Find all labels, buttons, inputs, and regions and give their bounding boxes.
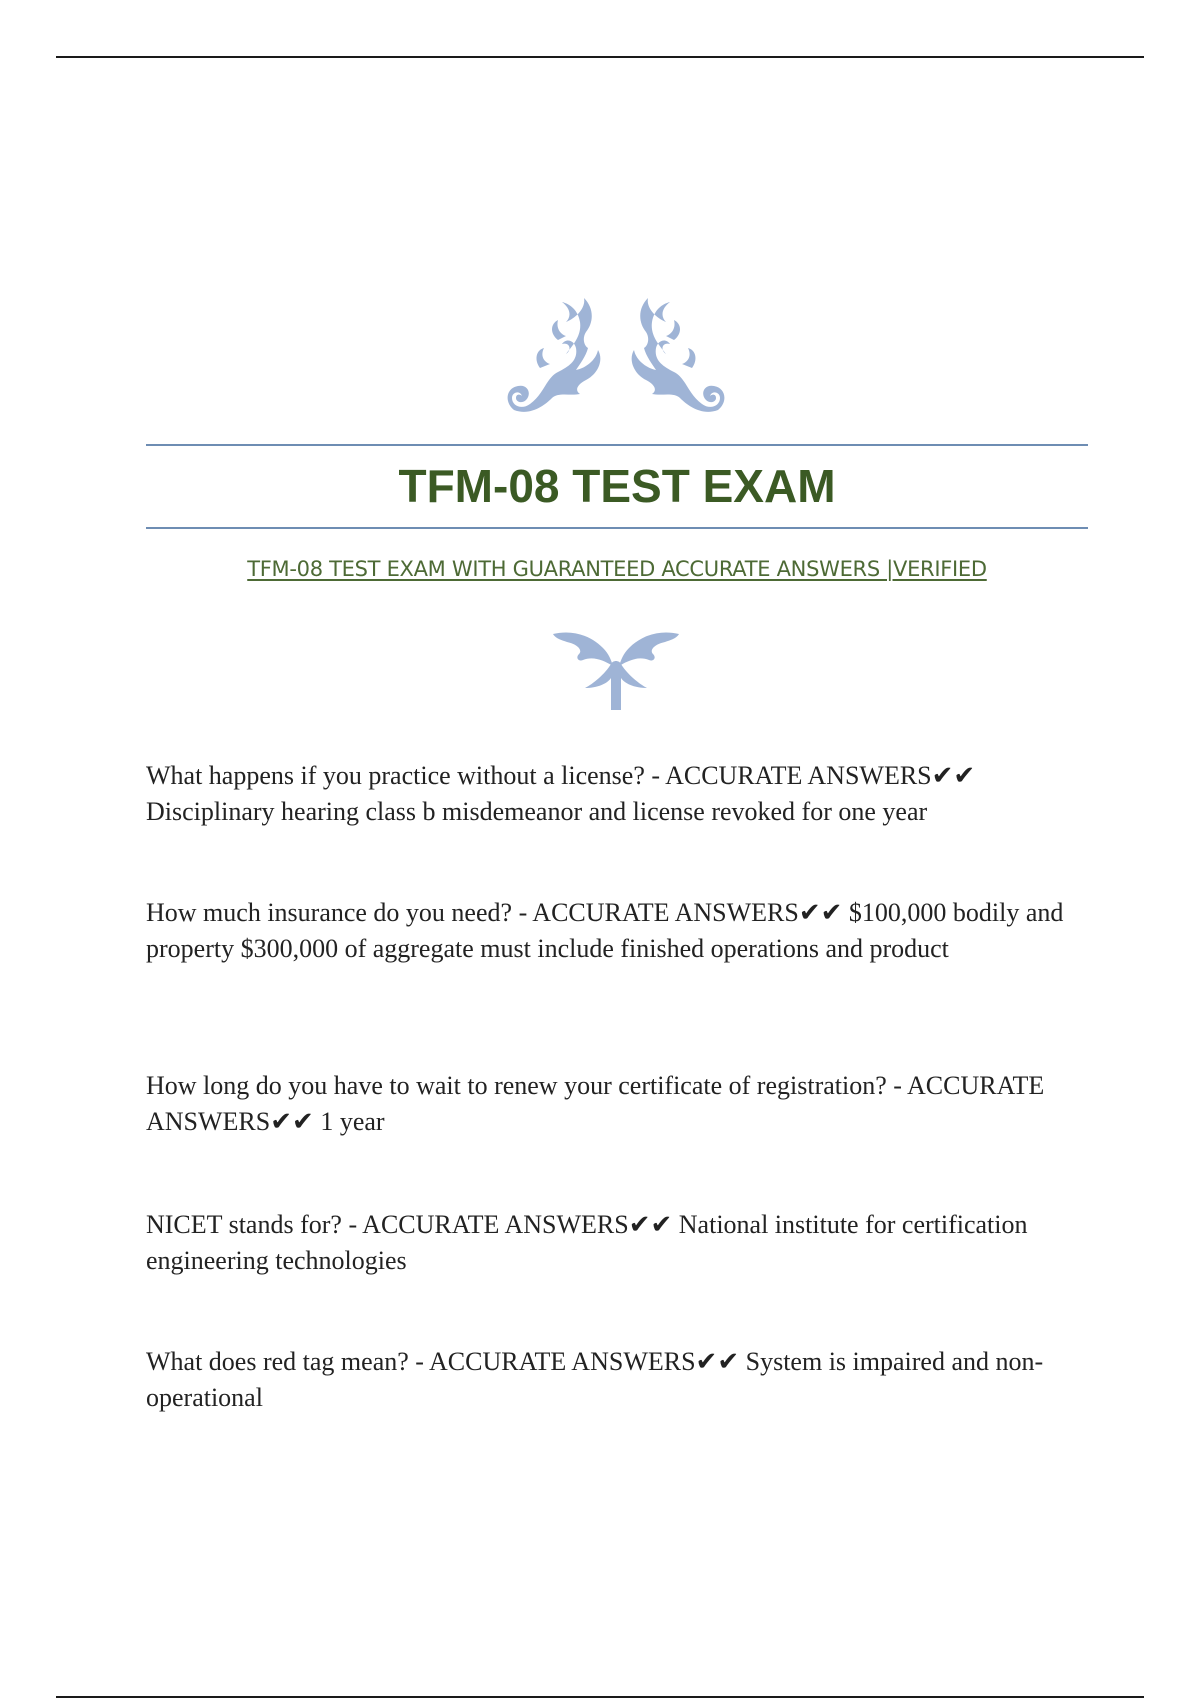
answer-marker: - ACCURATE ANSWERS✔✔ (415, 1347, 740, 1376)
qa-item (146, 1344, 1086, 1415)
document-title: TFM-08 TEST EXAM (398, 460, 836, 512)
question-text: What happens if you practice without a license? (146, 761, 645, 790)
title-bottom-rule (146, 527, 1088, 529)
floral-flourish-icon (500, 298, 732, 424)
question-text: What does red tag mean? (146, 1347, 409, 1376)
answer-marker: - ACCURATE ANSWERS✔✔ (146, 1071, 1045, 1136)
qa-item (146, 758, 1086, 829)
document-subtitle: TFM-08 TEST EXAM WITH GUARANTEED ACCURATE ANSWERS |VERIFIED (247, 557, 987, 581)
qa-item (146, 1068, 1086, 1139)
answer-marker: - ACCURATE ANSWERS✔✔ (651, 761, 976, 790)
title-top-rule (146, 444, 1088, 446)
page-top-rule (56, 56, 1144, 58)
question-text: How much insurance do you need? (146, 898, 513, 927)
qa-item (146, 1207, 1086, 1278)
fleur-divider-icon (553, 630, 679, 710)
question-text: NICET stands for? (146, 1210, 342, 1239)
answer-text: 1 year (320, 1106, 385, 1136)
page-bottom-rule (56, 1696, 1144, 1698)
answer-marker: - ACCURATE ANSWERS✔✔ (518, 898, 843, 927)
answer-text: $100,000 bodily and property $300,000 of aggregate must include finished operations and product (146, 898, 1064, 963)
answer-text: Disciplinary hearing class b misdemeanor and license revoked for one year (146, 796, 928, 826)
question-text: How long do you have to wait to renew your certificate of registration? (146, 1071, 887, 1100)
answer-marker: - ACCURATE ANSWERS✔✔ (348, 1210, 673, 1239)
answer-text: National institute for certification engineering technologies (146, 1210, 1028, 1275)
answer-text: System is impaired and non-operational (146, 1347, 1044, 1412)
qa-item (146, 895, 1086, 966)
